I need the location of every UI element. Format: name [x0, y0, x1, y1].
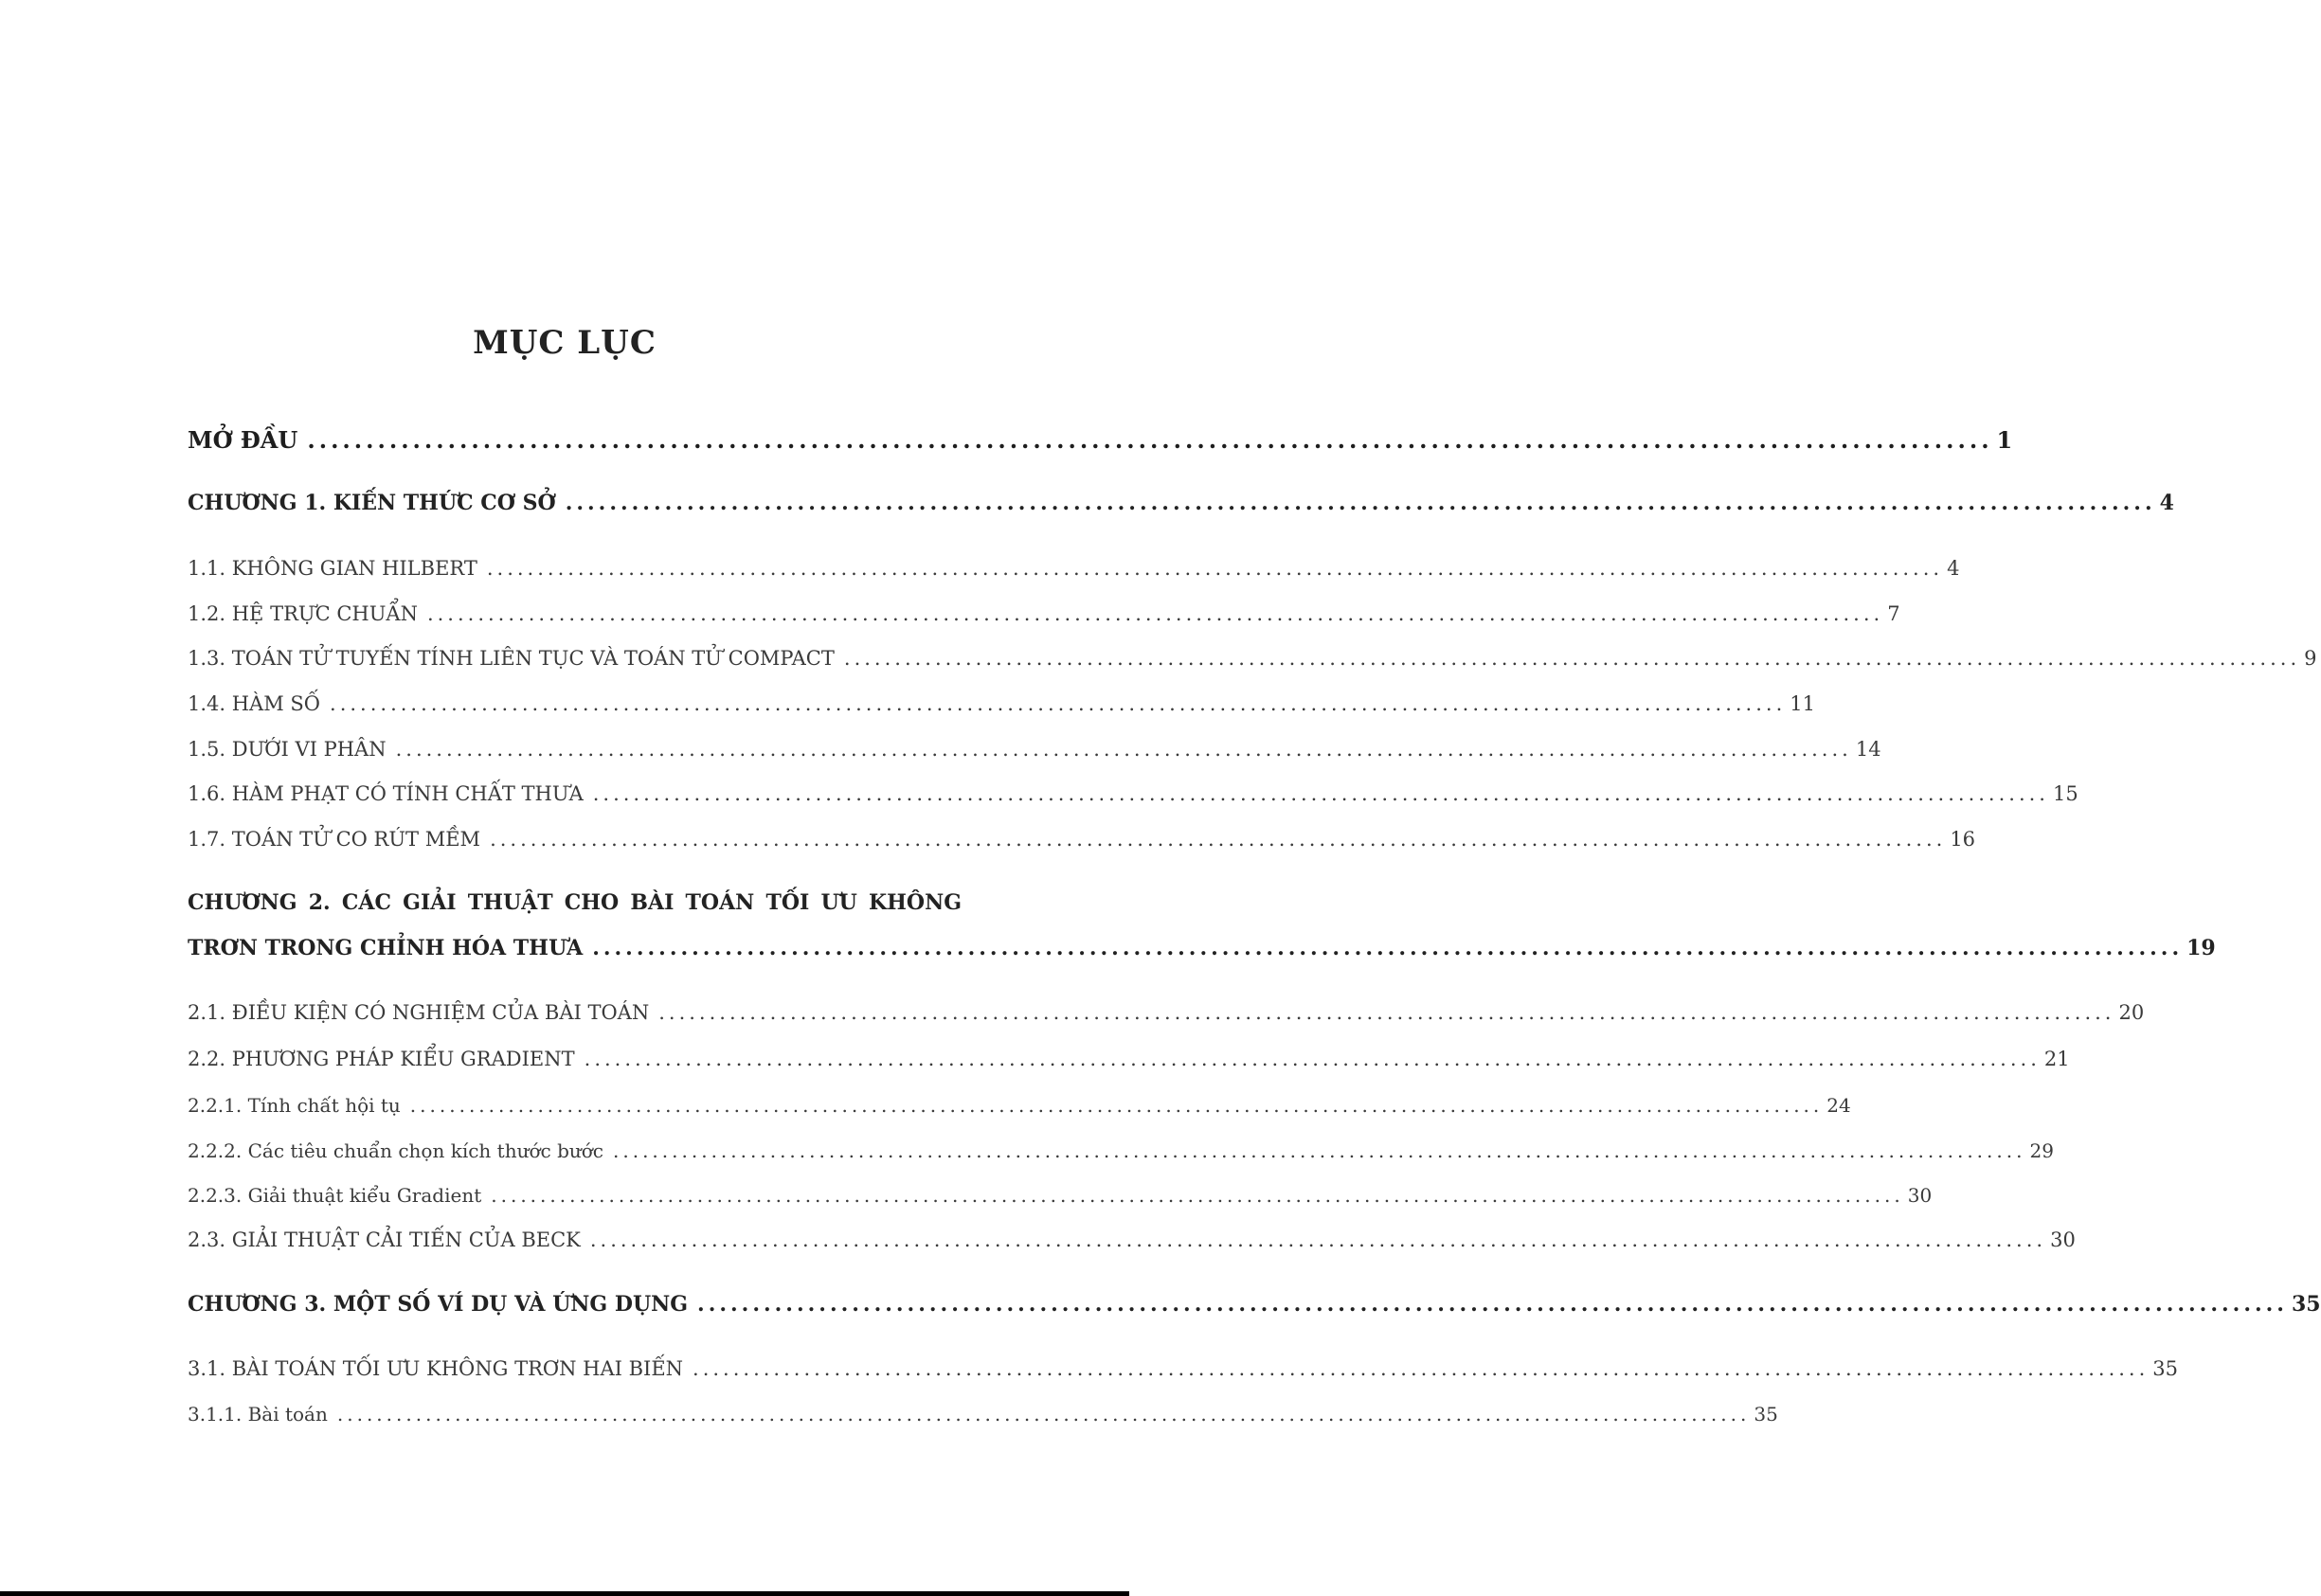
dot-leader: ................................................................................................................................................: [592, 782, 2049, 805]
toc-entry-page: 7: [1887, 602, 1900, 625]
toc-entry-page: 35: [2152, 1357, 2179, 1380]
dot-leader: ................................................................................................................................................: [336, 1403, 1751, 1426]
toc-entry-label: 1.6. HÀM PHẠT CÓ TÍNH CHẤT THƯA: [188, 782, 584, 805]
toc-entry-page: 19: [2186, 936, 2216, 960]
toc-entry-page: 4: [1947, 557, 1960, 580]
toc-entry-3-1-1[interactable]: [188, 1403, 1778, 1426]
dot-leader: ................................................................................................................................................: [490, 828, 1947, 851]
toc-entry-page: 35: [1754, 1403, 1778, 1426]
toc-entry-label: 2.2. PHƯƠNG PHÁP KIỂU GRADIENT: [188, 1048, 575, 1070]
dot-leader: ................................................................................................................................................: [592, 936, 2184, 960]
toc-entry-1-1[interactable]: [188, 557, 1960, 580]
toc-entry-label: MỞ ĐẦU: [188, 426, 298, 454]
dot-leader: ................................................................................................................................................: [843, 647, 2301, 670]
toc-entry-2-2-3[interactable]: [188, 1184, 1933, 1207]
toc-entry-1-4[interactable]: [188, 692, 1815, 715]
toc-entry-label: 3.1.1. Bài toán: [188, 1403, 328, 1426]
toc-entry-label: 2.3. GIẢI THUẬT CẢI TIẾN CỦA BECK: [188, 1228, 581, 1251]
page-title: MỤC LỤC: [473, 324, 657, 362]
toc-entry-label: 1.2. HỆ TRỰC CHUẨN: [188, 602, 418, 625]
dot-leader: ................................................................................................................................................: [486, 557, 1944, 580]
toc-entry-chapter-1[interactable]: [188, 491, 2174, 515]
toc-entry-2-2-1[interactable]: [188, 1094, 1851, 1117]
toc-entry-2-3[interactable]: [188, 1228, 2076, 1251]
toc-entry-1-3[interactable]: [188, 647, 2317, 670]
toc-entry-1-2[interactable]: [188, 602, 1900, 625]
toc-entry-label: 1.5. DƯỚI VI PHÂN: [188, 738, 387, 761]
bottom-edge-rule: [0, 1591, 1129, 1596]
toc-entry-chapter-2[interactable]: [188, 936, 2216, 960]
toc-entry-page: 30: [1907, 1184, 1933, 1207]
dot-leader: ................................................................................................................................................: [409, 1094, 1824, 1117]
toc-entry-page: 29: [2029, 1139, 2054, 1162]
dot-leader: ................................................................................................................................................: [693, 1357, 2150, 1380]
toc-entry-page: 16: [1950, 828, 1976, 851]
toc-entry-label: TRƠN TRONG CHỈNH HÓA THƯA: [188, 936, 584, 960]
dot-leader: ................................................................................................................................................: [395, 738, 1852, 761]
toc-entry-label: 2.1. ĐIỀU KIỆN CÓ NGHIỆM CỦA BÀI TOÁN: [188, 1001, 650, 1024]
toc-entry-label: 3.1. BÀI TOÁN TỐI ƯU KHÔNG TRƠN HAI BIẾN: [188, 1357, 684, 1380]
dot-leader: ................................................................................................................................................: [697, 1292, 2288, 1317]
toc-entry-1-7[interactable]: [188, 828, 1976, 851]
toc-entry-page: 24: [1826, 1094, 1851, 1117]
toc-entry-label: 2.2.1. Tính chất hội tụ: [188, 1094, 401, 1117]
toc-entry-label: CHƯƠNG 1. KIẾN THỨC CƠ SỞ: [188, 491, 556, 515]
toc-entry-page: 14: [1855, 738, 1881, 761]
toc-entry-label: CHƯƠNG 3. MỘT SỐ VÍ DỤ VÀ ỨNG DỤNG: [188, 1292, 689, 1317]
toc-entry-page: 11: [1790, 692, 1815, 715]
dot-leader: ................................................................................................................................................: [307, 426, 1993, 454]
toc-entry-page: 35: [2291, 1292, 2321, 1317]
toc-entry-2-1[interactable]: [188, 1001, 2145, 1024]
toc-entry-page: 20: [2118, 1001, 2145, 1024]
toc-entry-2-2-2[interactable]: [188, 1139, 2054, 1162]
toc-entry-label: 1.4. HÀM SỐ: [188, 692, 321, 715]
dot-leader: ................................................................................................................................................: [658, 1001, 2115, 1024]
dot-leader: ................................................................................................................................................: [584, 1048, 2041, 1070]
toc-entry-page: 15: [2052, 782, 2078, 805]
dot-leader: ................................................................................................................................................: [426, 602, 1884, 625]
toc-entry-label: 1.1. KHÔNG GIAN HILBERT: [188, 557, 477, 580]
toc-entry-label: 2.2.2. Các tiêu chuẩn chọn kích thước bước: [188, 1139, 603, 1162]
toc-entry-page: 30: [2050, 1228, 2076, 1251]
dot-leader: ................................................................................................................................................: [613, 1139, 2026, 1162]
toc-entry-chapter-3[interactable]: [188, 1292, 2321, 1317]
dot-leader: ................................................................................................................................................: [589, 1228, 2047, 1251]
toc-entry-label: 1.7. TOÁN TỬ CO RÚT MỀM: [188, 828, 481, 851]
dot-leader: ................................................................................................................................................: [491, 1184, 1904, 1207]
toc-entry-label: 2.2.3. Giải thuật kiểu Gradient: [188, 1184, 482, 1207]
toc-entry-page: 21: [2043, 1048, 2070, 1070]
toc-entry-3-1[interactable]: [188, 1357, 2179, 1380]
dot-leader: ................................................................................................................................................: [330, 692, 1787, 715]
toc-entry-chapter-2-line-1[interactable]: CHƯƠNG 2. CÁC GIẢI THUẬT CHO BÀI TOÁN TỐI ƯU KHÔNG: [188, 890, 962, 915]
toc-entry-mo-dau[interactable]: [188, 426, 2013, 454]
toc-entry-label: 1.3. TOÁN TỬ TUYẾN TÍNH LIÊN TỤC VÀ TOÁN TỬ COMPACT: [188, 647, 835, 670]
toc-entry-page: 9: [2304, 647, 2317, 670]
toc-entry-2-2[interactable]: [188, 1048, 2070, 1070]
dot-leader: ................................................................................................................................................: [565, 491, 2156, 515]
toc-entry-page: 4: [2159, 491, 2174, 515]
toc-entry-1-5[interactable]: [188, 738, 1881, 761]
toc-entry-1-6[interactable]: [188, 782, 2078, 805]
toc-entry-page: 1: [1996, 426, 2013, 454]
